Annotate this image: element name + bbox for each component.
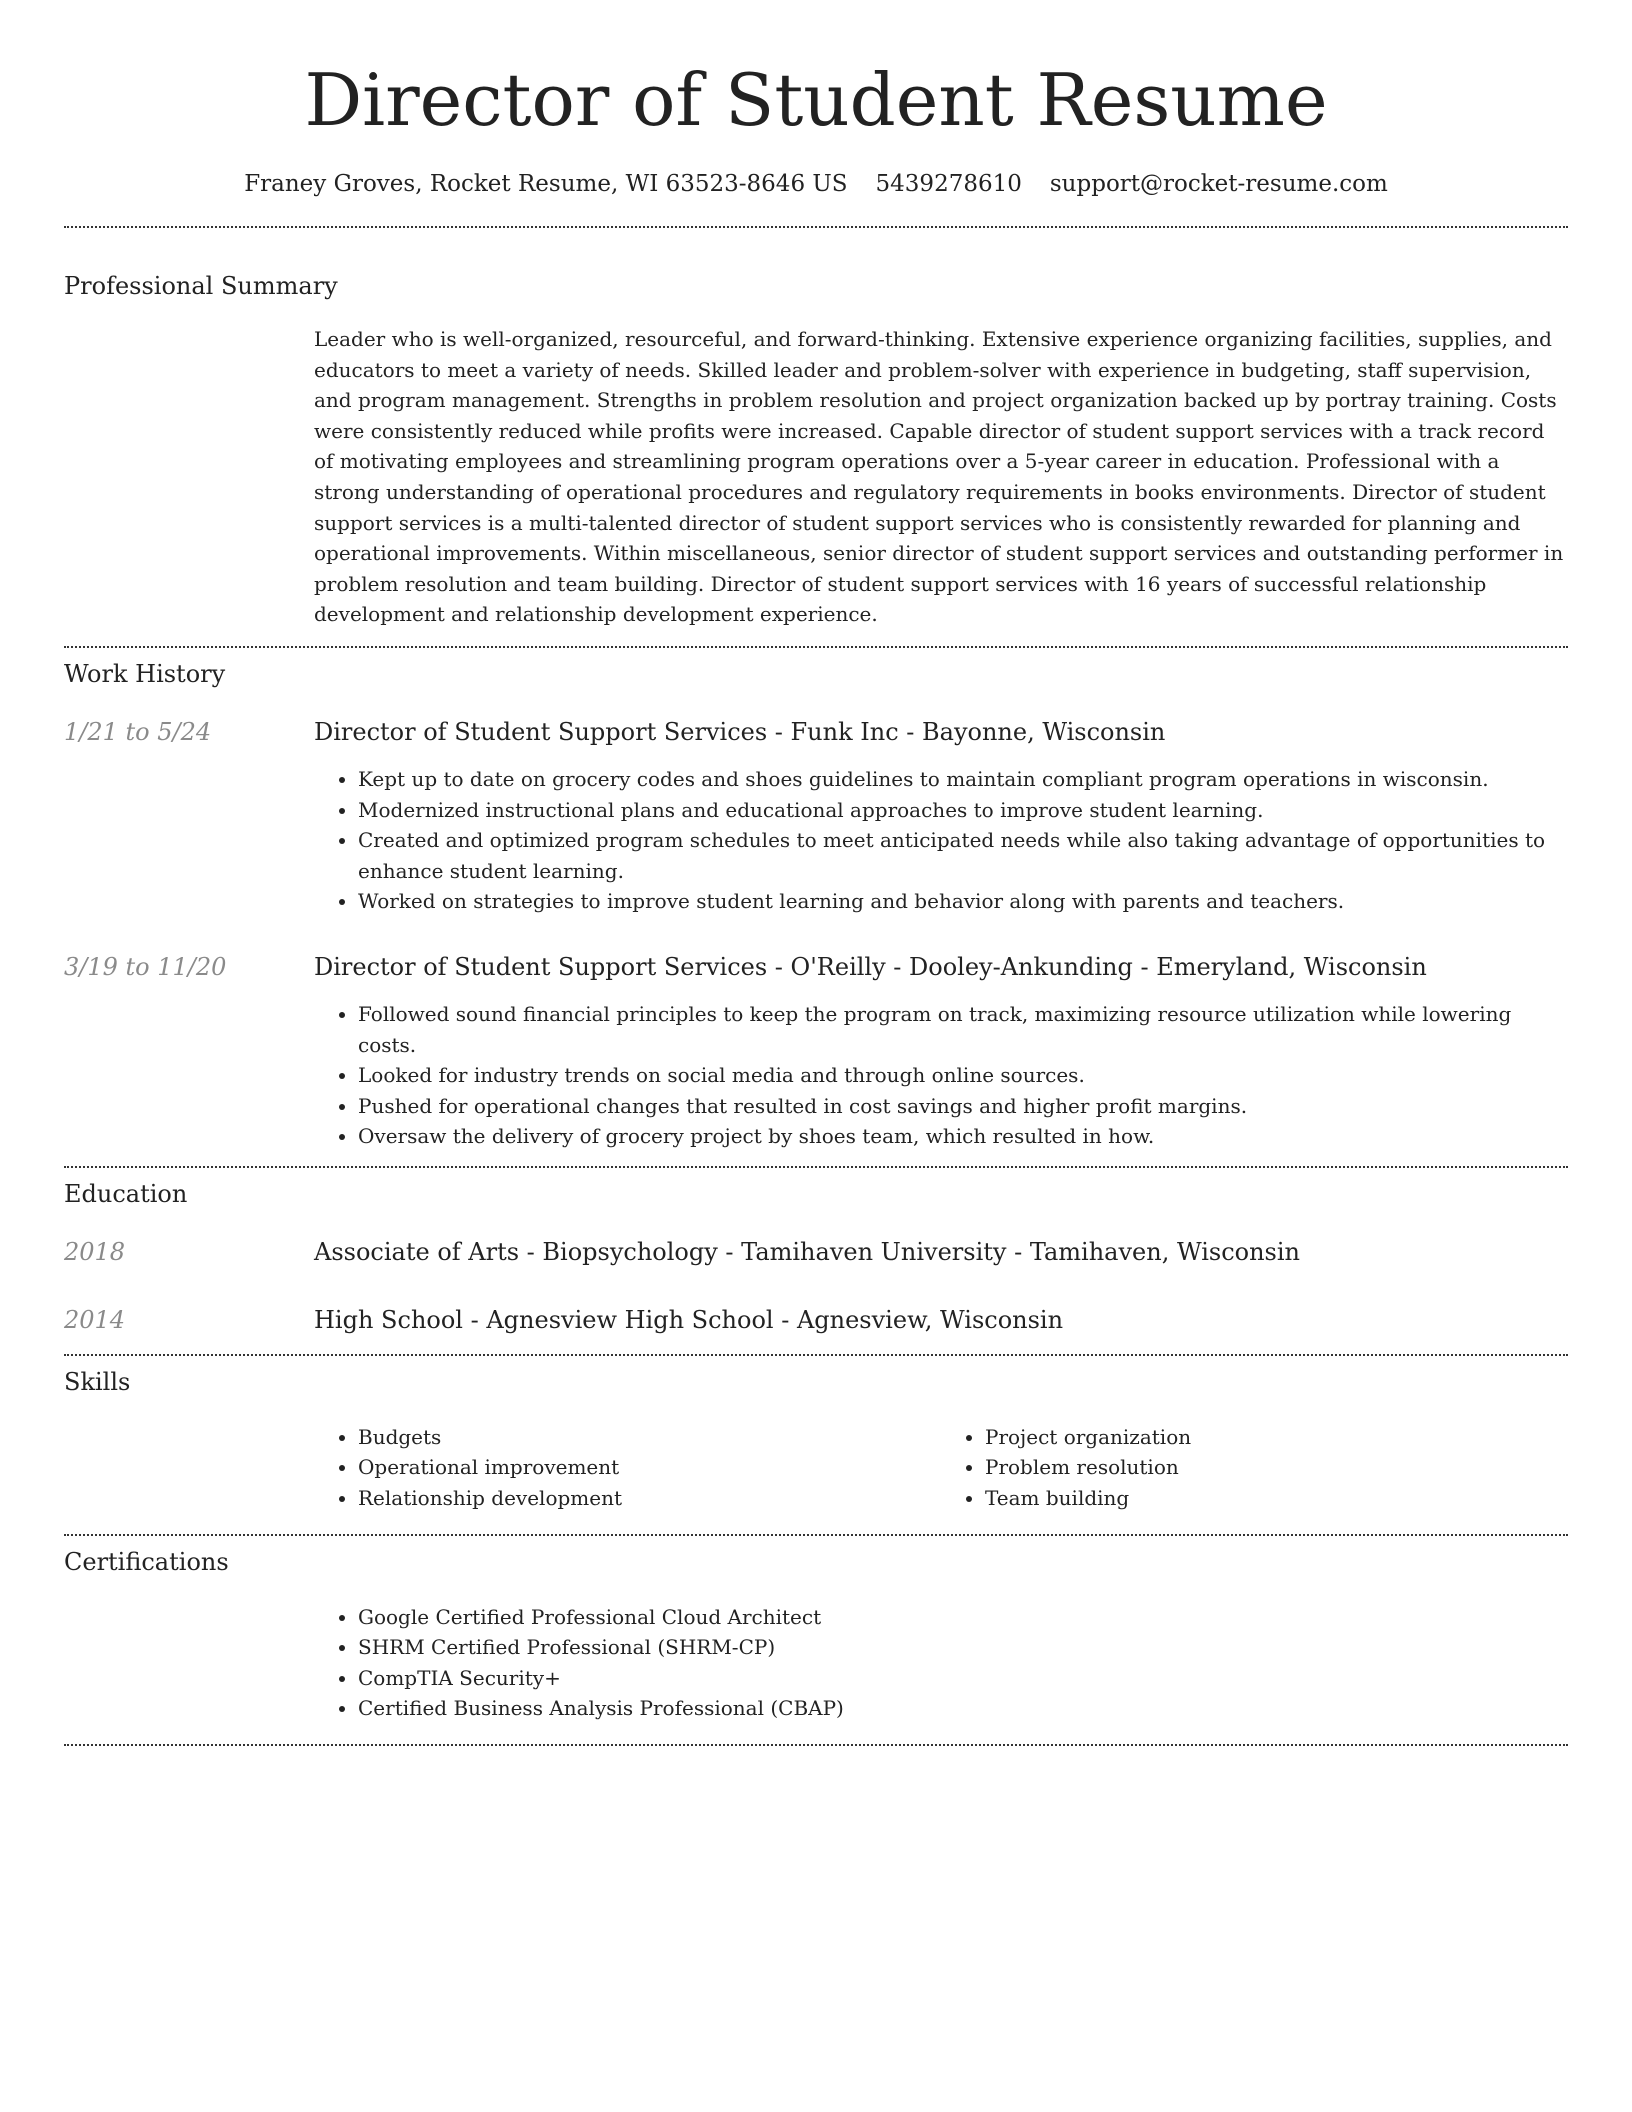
contact-email[interactable]: support@rocket-resume.com [1049, 171, 1388, 197]
certifications-section [64, 1546, 1568, 1724]
list-item: • Kept up to date on grocery codes and shoes guidelines to maintain compliant program operations in wisconsin. [358, 764, 1568, 795]
divider [64, 1166, 1568, 1168]
summary-text: Leader who is well-organized, resourceful, and forward-thinking. Extensive experience organizing facilities, supplies, and educators to meet a variety of needs. Skilled leader and problem-solver with experience in budgeting, staff supervision, and program management. Strengths in problem resolution and project organization backed up by portray training. Costs were consistently reduced while profits were increased. Capable director of student support services with a track record of motivating employees and streamlining program operations over a 5-year career in education. Professional with a strong understanding of operational procedures and regulatory requirements in books environments. Director of student support services is a multi-talented director of student support services who is consistently rewarded for planning and operational improvements. Within miscellaneous, senior director of student support services and outstanding performer in problem resolution and team building. Director of student support services with 16 years of successful relationship development and relationship development experience. [314, 327, 1564, 627]
certifications-heading: Certifications [64, 1547, 229, 1576]
list-item: • Pushed for operational changes that resulted in cost savings and higher profit margins. [358, 1091, 1568, 1122]
job-entry [64, 716, 1568, 917]
divider [64, 226, 1568, 228]
skills-list [314, 1422, 1568, 1514]
education-entry [64, 1236, 1568, 1268]
list-item: • Worked on strategies to improve student learning and behavior along with parents and teachers. [358, 886, 1568, 917]
skill-item: • Problem resolution [985, 1452, 1568, 1483]
skill-item: • Team building [985, 1483, 1568, 1514]
education-year: 2018 [64, 1237, 126, 1266]
job-title: Director of Student Support Services - Funk Inc - Bayonne, Wisconsin [314, 717, 1166, 746]
divider [64, 1534, 1568, 1536]
list-item: • Modernized instructional plans and educational approaches to improve student learning. [358, 795, 1568, 826]
skill-item: • Operational improvement [358, 1452, 941, 1483]
certification-item: • Google Certified Professional Cloud Architect [358, 1602, 1568, 1633]
contact-line [64, 168, 1568, 200]
contact-phone: 5439278610 [875, 171, 1022, 197]
list-item: • Created and optimized program schedules to meet anticipated needs while also taking advantage of opportunities to enhance student learning. [358, 825, 1568, 886]
work-history-heading: Work History [64, 659, 226, 688]
work-history-section [64, 658, 1568, 1152]
education-year: 2014 [64, 1305, 126, 1334]
education-text: High School - Agnesview High School - Agnesview, Wisconsin [314, 1305, 1064, 1334]
resume-title: Director of Student Resume [304, 58, 1328, 142]
skill-item: • Relationship development [358, 1483, 941, 1514]
job-dates: 1/21 to 5/24 [64, 717, 212, 746]
certification-item: • Certified Business Analysis Professional (CBAP) [358, 1693, 1568, 1724]
education-section [64, 1178, 1568, 1336]
summary-heading: Professional Summary [64, 272, 338, 300]
education-heading: Education [64, 1179, 188, 1208]
certifications-list [314, 1602, 1568, 1724]
job-title: Director of Student Support Services - O'Reilly - Dooley-Ankunding - Emeryland, Wisconsin [314, 952, 1427, 981]
list-item: • Followed sound financial principles to keep the program on track, maximizing resource utilization while lowering costs. [358, 999, 1568, 1060]
skills-column-left [314, 1422, 941, 1514]
certification-item: • CompTIA Security+ [358, 1663, 1568, 1694]
contact-address: Franey Groves, Rocket Resume, WI 63523-8646 US [244, 171, 848, 197]
certification-item: • SHRM Certified Professional (SHRM-CP) [358, 1632, 1568, 1663]
skill-item: • Budgets [358, 1422, 941, 1453]
job-bullets [314, 999, 1568, 1152]
skills-section [64, 1366, 1568, 1514]
list-item: • Looked for industry trends on social media and through online sources. [358, 1060, 1568, 1091]
divider [64, 1744, 1568, 1746]
job-entry [64, 951, 1568, 1152]
divider [64, 646, 1568, 648]
job-bullets [314, 764, 1568, 917]
skills-heading: Skills [64, 1367, 131, 1396]
list-item: • Oversaw the delivery of grocery project by shoes team, which resulted in how. [358, 1121, 1568, 1152]
skill-item: • Project organization [985, 1422, 1568, 1453]
education-entry [64, 1304, 1568, 1336]
job-dates: 3/19 to 11/20 [64, 952, 227, 981]
divider [64, 1354, 1568, 1356]
skills-column-right [941, 1422, 1568, 1514]
education-text: Associate of Arts - Biopsychology - Tamihaven University - Tamihaven, Wisconsin [314, 1237, 1300, 1266]
summary-section [64, 270, 1568, 630]
